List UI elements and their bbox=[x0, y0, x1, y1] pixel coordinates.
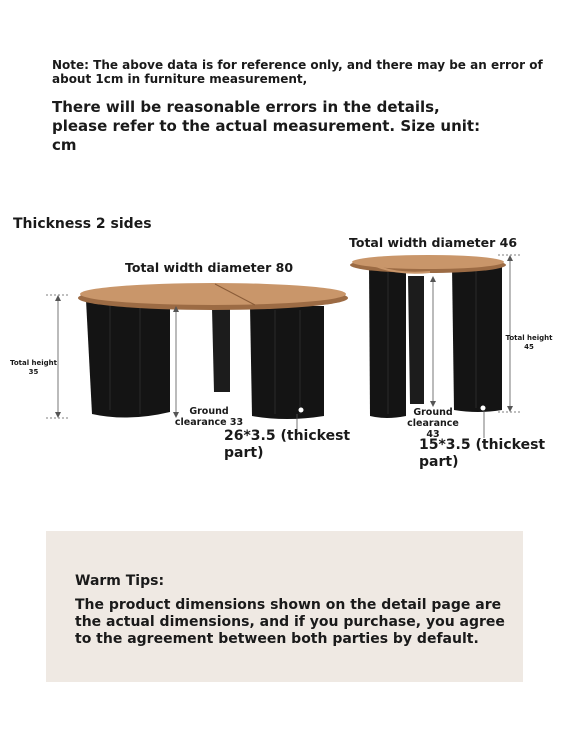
large-table-leg-left bbox=[86, 300, 170, 418]
large-table-leg-right bbox=[250, 306, 324, 419]
thickness-label: Thickness 2 sides bbox=[13, 216, 152, 232]
small-table-part-label: 15*3.5 (thickest part) bbox=[419, 437, 546, 470]
large-table-top bbox=[80, 283, 346, 305]
small-side-table bbox=[350, 255, 506, 418]
errors-note: There will be reasonable errors in the details, please refer to the actual measurement. Size unit: cm bbox=[52, 98, 481, 154]
large-table-diameter-label: Total width diameter 80 bbox=[125, 260, 294, 275]
large-table-height-label: Total height 35 bbox=[9, 359, 58, 376]
warm-tips-title: Warm Tips: bbox=[75, 573, 165, 589]
small-table-leg-middle bbox=[408, 276, 424, 404]
measurement-note: Note: The above data is for reference only, and there may be an error of about 1cm in furniture measurement, bbox=[52, 58, 543, 86]
large-table-part-label: 26*3.5 (thickest part) bbox=[224, 428, 351, 461]
large-coffee-table bbox=[78, 283, 348, 419]
small-table-leg-right bbox=[452, 266, 502, 412]
small-table-height-label: Total height 45 bbox=[505, 334, 553, 351]
large-table-leg-middle bbox=[212, 308, 230, 392]
warm-tips-body: The product dimensions shown on the detail page are the actual dimensions, and if you purchase, you agree to the agreement between both parties by default. bbox=[75, 597, 505, 647]
small-table-top bbox=[352, 255, 504, 269]
small-table-clearance-label: Ground clearance 43 bbox=[407, 407, 459, 440]
small-table-diameter-label: Total width diameter 46 bbox=[349, 235, 518, 250]
large-table-clearance-label: Ground clearance 33 bbox=[174, 406, 244, 428]
